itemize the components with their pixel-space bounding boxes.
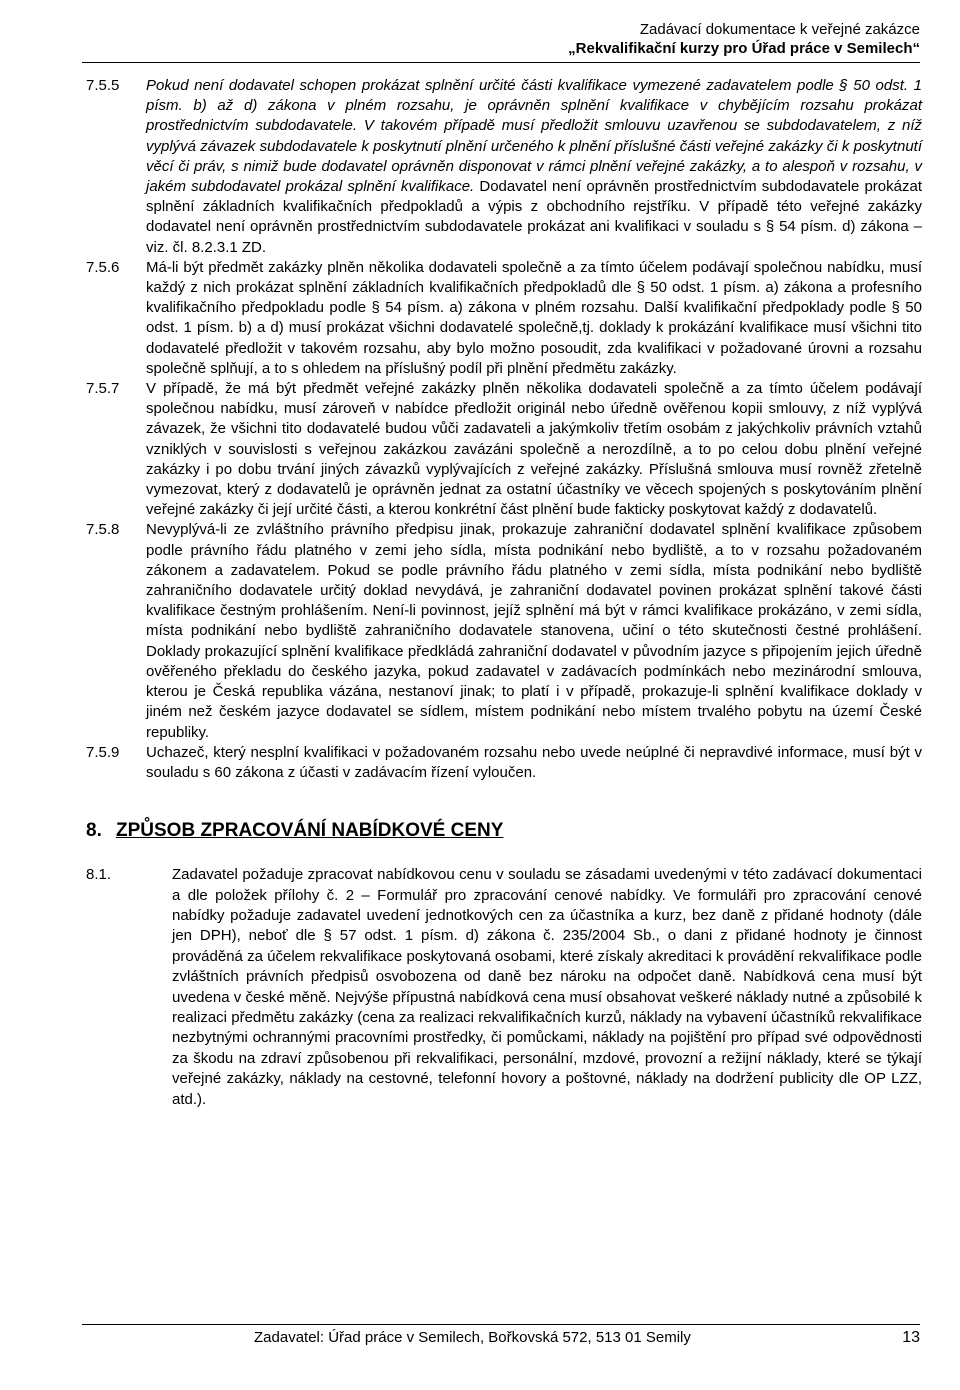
clause-7-5-7 xyxy=(86,379,922,520)
section-number: 8. xyxy=(86,820,102,842)
page-footer: Zadavatel: Úřad práce v Semilech, Bořkovská 572, 513 01 Semily xyxy=(254,1329,691,1346)
clause-7-5-6 xyxy=(86,258,922,379)
clause-number: 7.5.8 xyxy=(86,521,120,539)
clause-number: 8.1. xyxy=(86,866,112,884)
page-content xyxy=(86,76,922,1110)
page-header xyxy=(320,20,920,58)
clause-text-italic: Pokud není dodavatel schopen prokázat splnění určité části kvalifikace vymezené zadavatelem podle § 50 odst. 1 písm. b) až d) zákona v plném rozsahu, je oprávněn splnění kvalifikace v chybějícím rozsahu prokázat prostřednictvím subdodavatele. V takovém případě musí předložit smlouvu uzavřenou se subdodavatelem, z níž vyplývá závazek subdodavatele k poskytnutí plnění určeného k plnění příslušné části veřejné zakázky či k poskytnutí věcí či práv, s nimiž bude dodavatel oprávněn disponovat v rámci plnění veřejné zakázky, a to alespoň v rozsahu, v jakém subdodavatel prokázal splnění kvalifikace. xyxy=(146,77,922,196)
clause-number: 7.5.5 xyxy=(86,77,120,94)
clause-text: Nevyplývá-li ze zvláštního právního předpisu jinak, prokazuje zahraniční dodavatel splnění kvalifikace způsobem podle právního řádu platného v zemi jeho sídla, místa podnikání nebo bydliště, a to v rozsahu požadovaném zákonem a zadavatelem. Pokud se podle právního řádu platného v zemi sídla, místa podnikání nebo bydliště zahraničního dodavatele určitý doklad nevydává, je zahraniční dodavatel povinen prokázat splnění takové části kvalifikace čestným prohlášením. Není-li povinnost, jejíž splnění má být v rámci kvalifikace prokázáno, v zemi sídla, místa podnikání nebo bydliště zahraničního dodavatele stanovena, učiní o této skutečnosti čestné prohlášení. Doklady prokazující splnění kvalifikace předkládá zahraniční dodavatel v původním jazyce s připojením jejich úředně ověřeného překladu do českého jazyka, pokud zadavatel v zadávacích podmínkách nebo mezinárodní smlouva, kterou je Česká republika vázána, nestanoví jinak; to platí i v případě, prokazuje-li splnění kvalifikace doklady v jiném než českém jazyce dodavatel se sídlem, místem podnikání nebo místem trvalého pobytu na území České republiky. xyxy=(146,521,922,741)
clause-number: 7.5.9 xyxy=(86,743,120,761)
clause-text: V případě, že má být předmět veřejné zakázky plněn několika dodavateli společně a za tímto účelem podávají společnou nabídku, musí zároveň v nabídce předložit originál nebo úředně ověřenou kopii smlouvy, z níž vyplývá závazek, že všichni tito dodavatelé budou vůči zadavateli a jakýmkoliv třetím osobám z jakýchkoliv právních vztahů vzniklých v souvislosti s veřejnou zakázkou zavázáni společně a nerozdílně, a to po celou dobu plnění veřejné zakázky i po dobu trvání jiných závazků vyplývajících z veřejné zakázky. Příslušná smlouva musí rovněž zřetelně vymezovat, který z dodavatelů je oprávněn jednat za ostatní účastníky ve věcech spojených s poskytováním plnění veřejné zakázky či její určité části, a kterou konkrétní část plnění bude fakticky poskytovat každý z dodavatelů. xyxy=(146,380,922,519)
document-title: Zadávací dokumentace k veřejné zakázce xyxy=(639,21,920,38)
clause-text: Zadavatel požaduje zpracovat nabídkovou cenu v souladu se zásadami uvedenými v této zadávací dokumentaci a dle položek přílohy č. 2 – Formulář pro zpracování cenové nabídky. Ve formuláři pro zpracování cenové nabídky požaduje zadavatel uvedení jednotkových cen za účastníka a kurz, bez daně z přidané hodnoty (dále jen DPH), neboť dle § 57 odst. 1 písm. d) zákona č. 235/2004 Sb., o dani z přidané hodnoty je činnost prováděná za účelem rekvalifikace poskytovaná osobami, které získaly akreditaci k provádění rekvalifikace podle zvláštních právních předpisů osvobozena od daně bez nároku na odpočet daně. Nabídková cena musí být uvedena v české měně. Nejvýše přípustná nabídková cena musí obsahovat veškeré náklady nutné a způsobilé k realizaci předmětu zakázky (cena za realizaci rekvalifikačních kurzů, náklady na vybavení účastníků rekvalifikace nezbytnými ochrannými pracovními prostředky, či pomůckami, náklady na pojištění pro případ své odpovědnosti za škodu na zdraví způsobenou při rekvalifikaci, personální, mzdové, provozní a režijní náklady, které se týkají veřejné zakázky, náklady na cestovné, telefonní hovory a poštovné, náklady na dodržení publicity dle OP LZZ, atd.). xyxy=(172,866,922,1108)
clause-7-5-8 xyxy=(86,520,922,742)
contract-name: „Rekvalifikační kurzy pro Úřad práce v Semilech“ xyxy=(568,40,920,57)
clause-number: 7.5.6 xyxy=(86,258,120,276)
section-title: ZPŮSOB ZPRACOVÁNÍ NABÍDKOVÉ CENY xyxy=(116,820,504,842)
header-divider xyxy=(82,62,920,63)
clause-text: Uchazeč, který nesplní kvalifikaci v požadovaném rozsahu nebo uvede neúplné či nepravdivé informace, musí být v souladu s 60 zákona z účasti v zadávacím řízení vyloučen. xyxy=(146,743,922,781)
clause-8-1 xyxy=(86,865,922,1110)
clause-text: Dodavatel není oprávněn prostřednictvím subdodavatele prokázat splnění základních kvalifikačních předpokladů a výpis z obchodního rejstříku. V případě této veřejné zakázky dodavatel není oprávněn prostřednictvím subdodavatele prokázat ani kvalifikaci v souladu s § 54 písm. d) zákona – viz. čl. 8.2.3.1 ZD. xyxy=(146,178,922,256)
clause-text: Má-li být předmět zakázky plněn několika dodavateli společně a za tímto účelem podávají společnou nabídku, musí každý z nich prokázat splnění základních kvalifikačních předpokladů dle § 50 odst. 1 písm. a) zákona a profesního kvalifikačního předpokladu podle § 54 písm. a) zákona v plném rozsahu. Další kvalifikační předpoklady podle § 50 odst. 1 písm. b) a d) musí prokázat všichni dodavatelé společně,tj. doklady k prokázání kvalifikace musí všichni tito dodavatelé předložit v takovém rozsahu, aby bylo možno posoudit, zda kvalifikaci v požadované úrovni a rozsahu společně splňují, a to s ohledem na příslušný podíl při plnění předmětu zakázky. xyxy=(146,258,922,377)
footer-divider xyxy=(82,1324,920,1325)
section-heading xyxy=(86,819,922,843)
clause-7-5-9 xyxy=(86,743,922,783)
clause-7-5-5 xyxy=(86,76,922,258)
page-number: 13 xyxy=(902,1329,920,1346)
clause-number: 7.5.7 xyxy=(86,380,120,398)
